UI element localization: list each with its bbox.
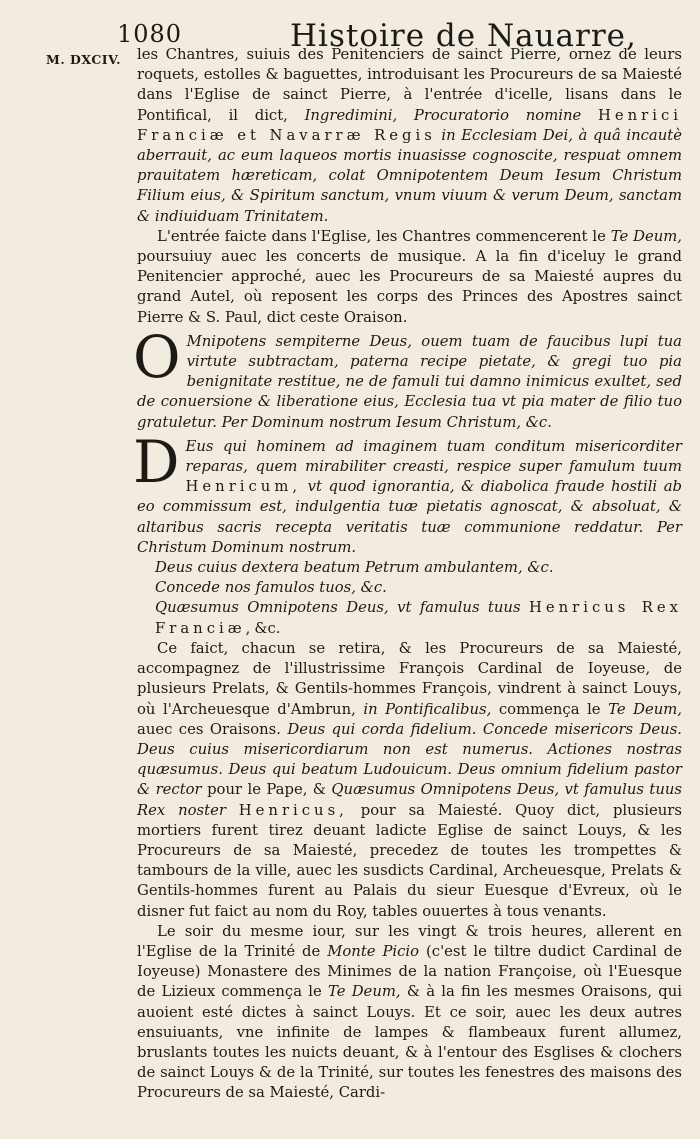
latin-run: Quæsumus Omnipotens Deus, vt famulus tuus Rex noster xyxy=(137,781,682,819)
page-number: 1080 xyxy=(117,20,183,48)
latin-run: Ingredimini, Procuratorio nomine xyxy=(304,106,582,124)
drop-capital: O xyxy=(133,322,181,391)
text-run: pour sa Maiesté. Quoy dict, plusieurs mortiers furent tirez deuant ladicte Eglise de sainct Louys, & les Procureurs de sa Maiesté, precedez de toutes les trompettes & tambours de la ville, auec les susdicts Cardinal, Archeuesque, Prelats & Gentils-hommes furent au Palais du sieur Euesque d'Evreux, où le disner fut faict au nom du Roy, tables ouuertes à tous venants. xyxy=(137,801,682,920)
latin-run: Monte Picio xyxy=(327,942,420,960)
latin-prayer: Mnipotens sempiterne Deus, ouem tuam de faucibus lupi tua virtute subtractam, paterna recipe pietate, & gregi tuo pia benignitate restitue, ne de famuli tui damno inimicus exultet, sed de conuersione & liberatione eius, Ecclesia tua vt pia mater de filio tuo gratuletur. Per Dominum nostrum Iesum Christum, &c. xyxy=(137,332,682,431)
text-run: L'entrée faicte dans l'Eglise, les Chantres commencerent le xyxy=(157,227,606,245)
paragraph-procession xyxy=(137,45,682,227)
prayer-omnipotens xyxy=(133,322,682,433)
king-name: Henricus Rex Franciæ, xyxy=(155,599,683,637)
king-name: Henrici Franciæ et Navarræ Regis xyxy=(137,106,682,144)
text-run: & à la fin les mesmes Oraisons, qui auoient esté dictes à sainct Louys. Et ce soir, auec les deux autres ensuiuants, vne infinite de lampes & flambeaux furent allumez, bruslants toutes les nuicts deuant, & à l'entour des Esglises & clochers de sainct Louys & de la Trinité, sur toutes les fenestres des maisons des Procureurs de sa Maiesté, Cardi- xyxy=(137,983,682,1102)
king-name: Henricum, xyxy=(185,478,302,496)
latin-run: Te Deum, xyxy=(328,983,401,1001)
prayer-deus-qui-hominem xyxy=(133,427,682,558)
paragraph-te-deum xyxy=(137,227,682,328)
text-run: &c. xyxy=(254,619,281,637)
text-run: Le soir du mesme iour, sur les vingt & trois heures, allerent en l'Eglise de la Trinité de xyxy=(137,922,682,960)
margin-date-note: M. DXCIV. xyxy=(46,52,122,67)
latin-run: Deus qui corda fidelium. Concede misericors Deus. Deus cuius misericordiarum non est numerus. Actiones nostras quæsumus. Deus qui beatum Ludouicum. Deus omnium fidelium pastor & rector xyxy=(137,720,682,799)
king-name: Henricus, xyxy=(238,801,348,819)
latin-prayer: vt quod ignorantia, & diabolica fraude hostili ab eo commissum est, indulgentia tuæ pietatis agnoscat, & absoluat, & altaribus sacris recepta veritatis tuæ communione reddatur. Per Christum Dominum nostrum. xyxy=(137,478,682,556)
latin-prayer: Eus qui hominem ad imaginem tuam conditum misericorditer reparas, quem mirabiliter creasti, respice super famulum tuum xyxy=(185,437,682,476)
text-run: (c'est le tiltre dudict Cardinal de Ioyeuse) Monastere des Minimes de la nation Françoise, où l'Euesque de Lizieux commença le xyxy=(137,942,682,1001)
line-deus-cuius: Deus cuius dextera beatum Petrum ambulantem, &c. xyxy=(155,559,554,577)
text-run: commença le xyxy=(498,700,601,718)
text-run: pour le Pape, & xyxy=(207,781,326,799)
latin-run: Te Deum, xyxy=(608,700,682,718)
drop-capital: D xyxy=(133,427,180,496)
text-run: les Chantres, suiuis des Penitenciers de sainct Pierre, ornez de leurs roquets, estolles & baguettes, introduisant les Procureurs de sa Maiesté dans l'Eglise de sainct Pierre, à l'entrée d'icelle, lisans dans le Pontifical, il dict, xyxy=(137,46,682,124)
main-text xyxy=(133,45,683,1104)
text-run: Ce faict, chacun se retira, & les Procureurs de sa Maiesté, accompagnez de l'illustrissime François Cardinal de Ioyeuse, de plusieurs Prelats, & Gentils-hommes François, vindrent à sainct Louys, où l'Archeuesque d'Ambrun, xyxy=(137,639,682,718)
line-quaesumus xyxy=(137,598,682,638)
latin-run: Quæsumus Omnipotens Deus, vt famulus tuus xyxy=(155,599,521,617)
latin-run: in Ecclesiam Dei, à quâ incautè aberrauit, ac eum laqueos mortis inuasisse cognoscite, respuat omnem prauitatem hæreticam, colat Omnipotentem Deum Iesum Christum Filium eius, & Spiritum sanctum, vnum viuum & verum Deum, sanctam & indiuiduam Trinitatem. xyxy=(137,126,682,225)
latin-run: Te Deum, xyxy=(610,227,682,245)
running-title: Histoire de Nauarre, xyxy=(290,18,637,54)
line-concede: Concede nos famulos tuos, &c. xyxy=(155,579,387,597)
text-run: auec ces Oraisons. xyxy=(137,720,281,738)
text-run: poursuiuy auec les concerts de musique. A la fin d'iceluy le grand Penitencier approché, auec les Procureurs de sa Maiesté aupres du grand Autel, où reposent les corps des Princes des Apostres sainct Pierre & S. Paul, dict ceste Oraison. xyxy=(137,248,682,326)
latin-run: in Pontificalibus, xyxy=(363,700,492,718)
paragraph-trinity xyxy=(137,922,682,1104)
paragraph-saint-louis xyxy=(137,639,682,922)
